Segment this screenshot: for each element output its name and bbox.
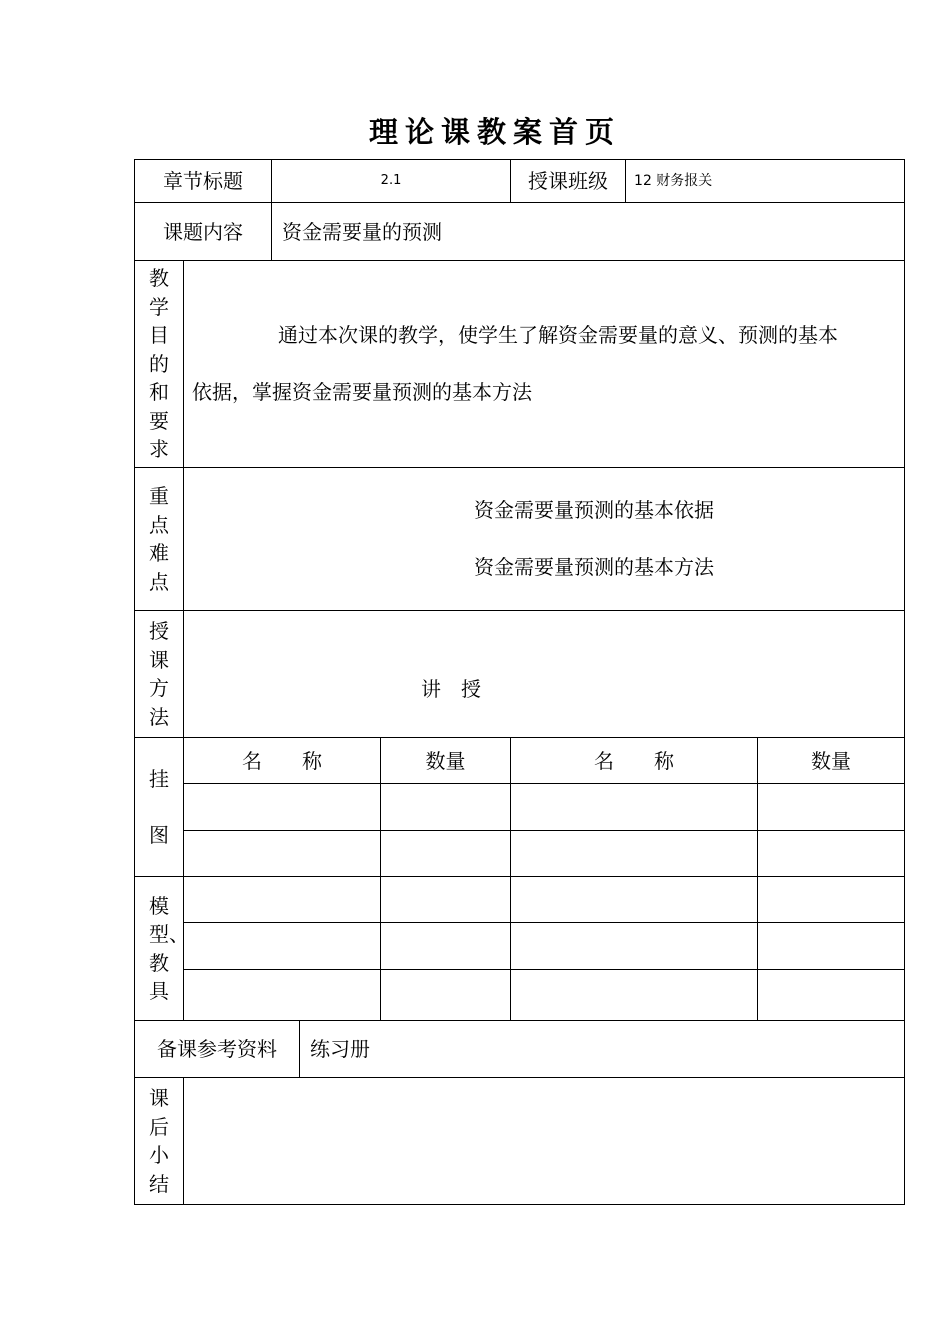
header-name-1: 名 称 [184, 738, 381, 784]
topic-value: 资金需要量的预测 [272, 203, 905, 261]
method-label: 授课方法 [135, 611, 184, 738]
objectives-label: 教学目的和要求 [135, 261, 184, 468]
header-qty-2: 数量 [758, 738, 905, 784]
header-qty-1: 数量 [381, 738, 511, 784]
row-summary [135, 1078, 905, 1205]
models-row-1 [135, 877, 905, 923]
references-value: 练习册 [300, 1021, 905, 1078]
keypoints-label: 重点难点 [135, 468, 184, 611]
row-references [135, 1021, 905, 1078]
objectives-text: 通过本次课的教学，使学生了解资金需要量的意义、预测的基本 依据，掌握资金需要量预测的基本方法 [184, 261, 905, 468]
charts-row-2 [135, 831, 905, 877]
row-method [135, 611, 905, 738]
keypoints-text: 资金需要量预测的基本依据 资金需要量预测的基本方法 [184, 468, 905, 611]
page-title: 理论课教案首页 [368, 115, 621, 149]
summary-label: 课后小结 [135, 1078, 184, 1205]
materials-header-row [135, 738, 905, 784]
method-value: 讲 授 [184, 611, 905, 738]
charts-row-1 [135, 784, 905, 831]
models-row-2 [135, 923, 905, 970]
models-row-3 [135, 970, 905, 1021]
header-name-2: 名 称 [511, 738, 758, 784]
references-label: 备课参考资料 [135, 1021, 300, 1078]
row-objectives [135, 261, 905, 468]
summary-value [184, 1078, 905, 1205]
lesson-plan-table [134, 159, 905, 1205]
class-label: 授课班级 [511, 160, 626, 203]
row-topic [135, 203, 905, 261]
chapter-value: 2.1 [272, 160, 511, 203]
row-keypoints [135, 468, 905, 611]
topic-label: 课题内容 [135, 203, 272, 261]
charts-label: 挂图 [135, 738, 184, 877]
chapter-label: 章节标题 [135, 160, 272, 203]
class-value: 12 财务报关 [626, 160, 905, 203]
models-label: 模型、教具 [135, 877, 184, 1021]
row-chapter [135, 160, 905, 203]
